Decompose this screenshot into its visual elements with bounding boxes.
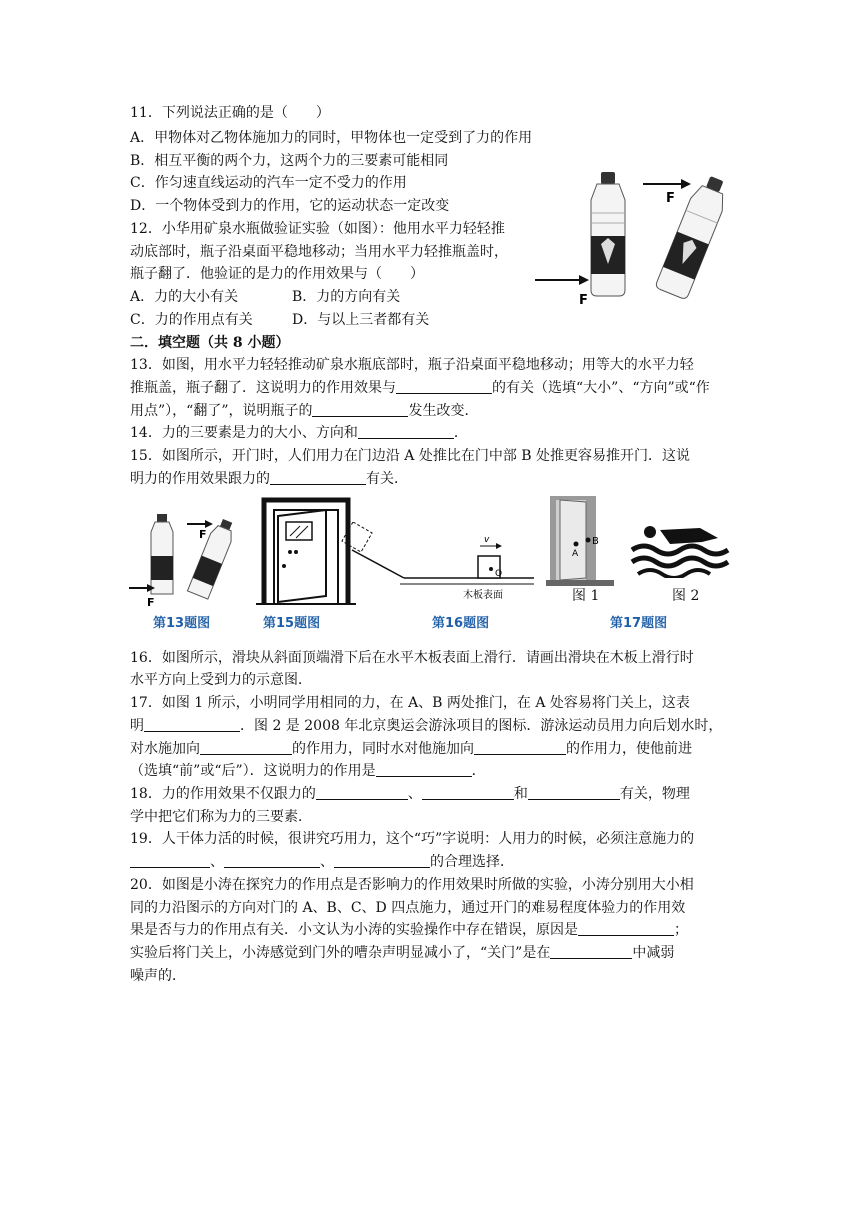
q17-blank-3[interactable] (474, 740, 566, 755)
q19-text: 的合理选择． (430, 854, 514, 870)
q12-line1: 12．小华用矿泉水瓶做验证实验（如图）：他用水平力轻轻推 (130, 221, 505, 237)
q11-stem: 11．下列说法正确的是（ ） (130, 105, 330, 121)
q15-line2 (130, 469, 408, 489)
q12-line2: 动底部时，瓶子沿桌面平稳地移动；当用水平力轻推瓶盖时， (130, 244, 508, 260)
q20-line5: 噪声的． (130, 968, 186, 984)
q18-blank-1[interactable] (316, 785, 408, 800)
q17-line2 (130, 716, 722, 736)
q12-option-d: D．与以上三者都有关 (292, 312, 430, 328)
force-label-bottom: F (579, 293, 588, 308)
q20-line4 (130, 943, 674, 963)
q18-blank-3[interactable] (528, 785, 620, 800)
q20-text: 实验后将门关上，小涛感觉到门外的嘈杂声明显减小了，“关门”是在 (130, 945, 551, 961)
fig15-caption: 第15题图 (263, 616, 321, 631)
q14-text: 14．力的三要素是力的大小、方向和 (130, 425, 358, 441)
q15-text: 有关． (366, 471, 408, 487)
fig16-slope (338, 522, 534, 604)
q19-text: 、 (210, 854, 224, 870)
q20-text: 果是否与力的作用点有关．小文认为小涛的实验操作中存在错误，原因是 (130, 922, 578, 938)
q17-line1: 17．如图 1 所示，小明同学用相同的力，在 A、B 两处推门，在 A 处容易将门关上，这表 (130, 695, 690, 711)
q19-line1: 19．人干体力活的时候，很讲究巧用力，这个“巧”字说明：人用力的时候，必须注意施力的 (130, 831, 695, 847)
q17-blank-4[interactable] (376, 762, 472, 777)
q17-blank-1[interactable] (144, 717, 240, 732)
tilted-bottle (187, 517, 237, 599)
q20-line1: 20．如图是小涛在探究力的作用点是否影响力的作用效果时所做的实验，小涛分别用大小相 (130, 877, 694, 893)
q12-option-b: B．力的方向有关 (292, 289, 401, 305)
q20-text: 中减弱 (632, 945, 675, 961)
q13-line2 (130, 378, 710, 398)
q14-blank[interactable] (358, 424, 454, 439)
q13-blank-1[interactable] (396, 379, 492, 394)
q19-blank-3[interactable] (334, 853, 430, 868)
q19-blank-1[interactable] (130, 853, 210, 868)
q15-blank[interactable] (270, 470, 366, 485)
q15-line1: 15．如图所示，开门时，人们用力在门边沿 A 处推比在门中部 B 处推更容易推开门．这说 (130, 448, 691, 464)
board-label: 木板表面 (463, 590, 503, 601)
fig2-label: 图 2 (672, 588, 700, 604)
q11-option-d: D．一个物体受到力的作用，它的运动状态一定改变 (130, 198, 450, 214)
fig17-caption: 第17题图 (610, 616, 668, 631)
q13-text: 用点”），“翻了”，说明瓶子的 (130, 403, 313, 419)
q20-blank-2[interactable] (550, 944, 632, 959)
q14-line (130, 423, 468, 443)
point-o-label: O (495, 569, 503, 579)
q11-option-a: A．甲物体对乙物体施加力的同时，甲物体也一定受到了力的作用 (130, 130, 533, 146)
fig13-bottles (127, 512, 239, 612)
q17-line3 (130, 739, 692, 759)
fig1-label: 图 1 (572, 588, 600, 604)
q17-blank-2[interactable] (200, 740, 292, 755)
q18-blank-2[interactable] (422, 785, 514, 800)
q13-line3 (130, 401, 478, 421)
q18-line2: 学中把它们称为力的三要素． (130, 809, 312, 825)
q18-text: 和 (513, 786, 528, 802)
force-label-bottom: F (147, 596, 155, 609)
velocity-label: v (484, 535, 490, 545)
q13-text: 推瓶盖，瓶子翻了．这说明力的作用效果与 (130, 380, 396, 396)
q18-line1 (130, 784, 690, 804)
q12-bottle-figure (533, 168, 733, 310)
q15-text: 明力的作用效果跟力的 (130, 471, 270, 487)
q13-text: 发生改变． (408, 403, 479, 419)
point-a-label: A (572, 549, 579, 559)
q13-line1: 13．如图，用水平力轻轻推动矿泉水瓶底部时，瓶子沿桌面平稳地移动；用等大的水平力轻 (130, 357, 694, 373)
q17-line4 (130, 761, 486, 781)
q14-text: ． (453, 425, 468, 441)
q17-text: 对水施加向 (130, 741, 200, 757)
section-2-header: 二．填空题（共 8 小题） (130, 335, 290, 351)
q16-line1: 16．如图所示，滑块从斜面顶端滑下后在水平木板表面上滑行．请画出滑块在木板上滑行时 (130, 650, 694, 666)
fig16-caption: 第16题图 (432, 616, 490, 631)
q12-line3: 瓶子翻了．他验证的是力的作用效果与（ ） (130, 266, 424, 282)
q19-line2 (130, 852, 514, 872)
q11-option-c: C．作匀速直线运动的汽车一定不受力的作用 (130, 175, 407, 191)
q13-blank-2[interactable] (312, 402, 408, 417)
fig17-door (546, 494, 614, 586)
q18-text: 、 (407, 786, 422, 802)
q20-blank-1[interactable] (578, 921, 674, 936)
fig13-caption: 第13题图 (153, 616, 211, 631)
q12-option-a: A．力的大小有关 (130, 289, 239, 305)
point-b-label: B (592, 536, 599, 547)
q17-text: （选填“前”或“后”）．这说明力的作用是 (130, 763, 376, 779)
q20-line2: 同的力沿图示的方向对门的 A、B、C、D 四点施力，通过开门的难易程度体验力的作用效 (130, 900, 686, 916)
q17-text: 的作用力，使他前进 (566, 741, 692, 757)
q13-text: 的有关（选填“大小”、“方向”或“作 (492, 380, 710, 396)
q17-text: ． (471, 763, 486, 779)
q20-text: ； (674, 922, 688, 938)
q20-line3 (130, 920, 688, 940)
q18-text: 18．力的作用效果不仅跟力的 (130, 786, 316, 802)
q16-line2: 水平方向上受到力的示意图． (130, 672, 312, 688)
q19-blank-2[interactable] (224, 853, 320, 868)
upright-bottle (591, 172, 625, 296)
q18-text: 有关，物理 (619, 786, 690, 802)
q19-text: 、 (320, 854, 334, 870)
q17-text: 的作用力，同时水对他施加向 (292, 741, 474, 757)
q17-text: ．图 2 是 2008 年北京奥运会游泳项目的图标．游泳运动员用力向后划水时， (240, 718, 723, 734)
swimmer-icon (630, 522, 730, 578)
force-label-top: F (666, 191, 675, 206)
upright-bottle (151, 514, 173, 594)
force-label-top: F (199, 528, 207, 541)
q17-text: 明 (130, 718, 144, 734)
q11-option-b: B．相互平衡的两个力，这两个力的三要素可能相同 (130, 153, 449, 169)
q12-option-c: C．力的作用点有关 (130, 312, 253, 328)
